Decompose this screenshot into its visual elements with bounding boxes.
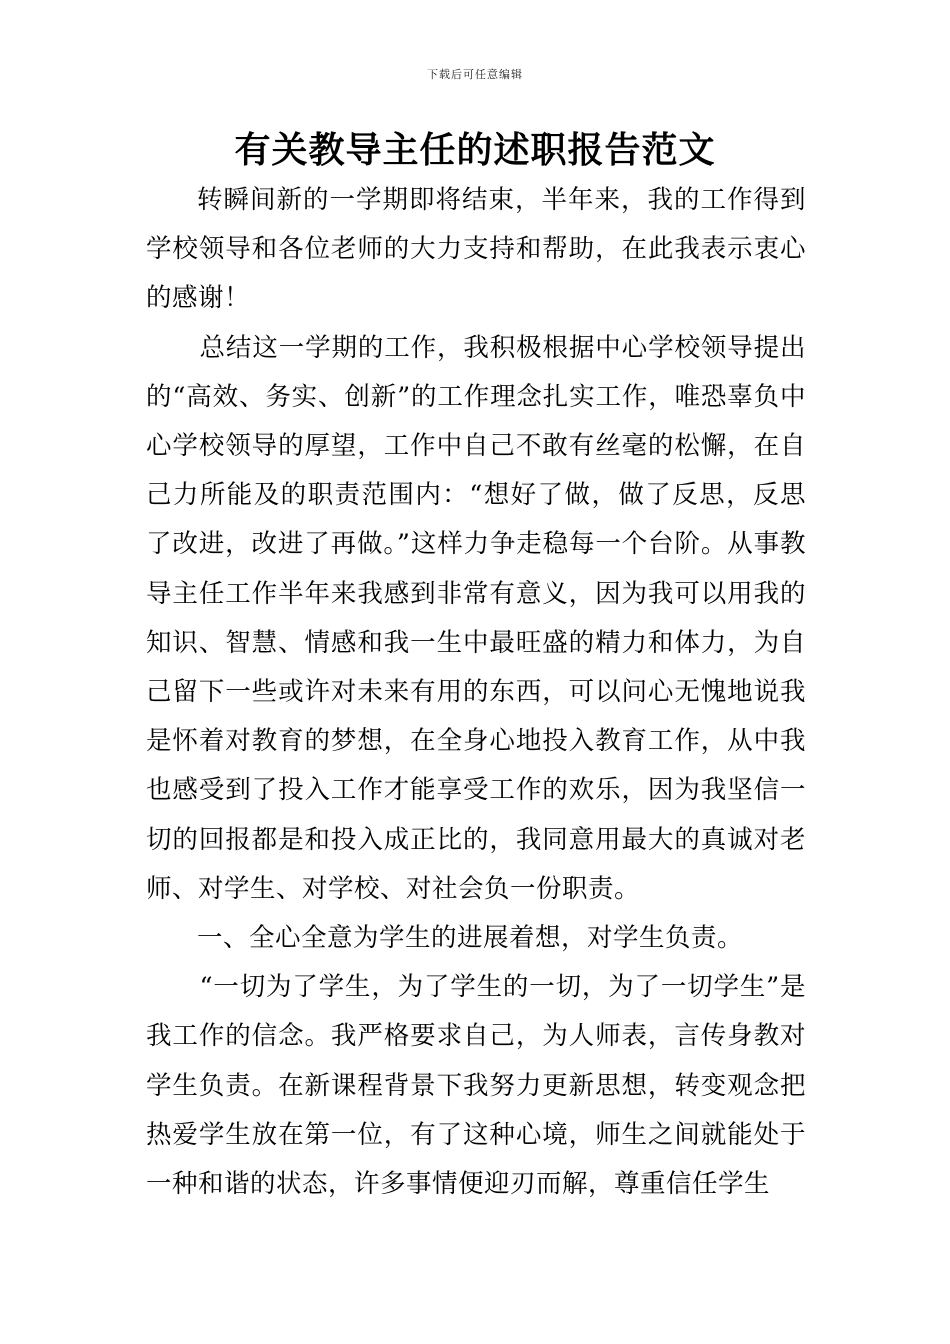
paragraph-summary: 总结这一学期的工作，我积极根据中心学校领导提出的“高效、务实、创新”的工作理念扎实工作，唯恐辜负中心学校领导的厚望，工作中自己不敢有丝毫的松懈，在自己力所能及的职责范围内：“想好了做，做了反思，反思了改进，改进了再做。”这样力争走稳每一个台阶。从事教导主任工作半年来我感到非常有意义，因为我可以用我的知识、智慧、情感和我一生中最旺盛的精力和体力，为自己留下一些或许对未来有用的东西，可以问心无愧地说我是怀着对教育的梦想，在全身心地投入教育工作，从中我也感受到了投入工作才能享受工作的欢乐，因为我坚信一切的回报都是和投入成正比的，我同意用最大的真诚对老师、对学生、对学校、对社会负一份职责。 (146, 332, 806, 904)
document-title: 有关教导主任的述职报告范文 (234, 130, 716, 171)
paragraph-intro: 转瞬间新的一学期即将结束，半年来，我的工作得到学校领导和各位老师的大力支持和帮助，在此我表示衷心的感谢！ (146, 185, 806, 314)
paragraph-section-heading: 一、全心全意为学生的进展着想，对学生负责。 (197, 923, 744, 954)
paragraph-section-body: “一切为了学生，为了学生的一切，为了一切学生”是我工作的信念。我严格要求自己，为人师表，言传身教对学生负责。在新课程背景下我努力更新思想，转变观念把热爱学生放在第一位，有了这种心境，师生之间就能处于一种和谐的状态，许多事情便迎刃而解，尊重信任学生 (146, 972, 806, 1200)
document-body (146, 176, 806, 1209)
header-note: 下载后可任意编辑 (427, 68, 523, 81)
